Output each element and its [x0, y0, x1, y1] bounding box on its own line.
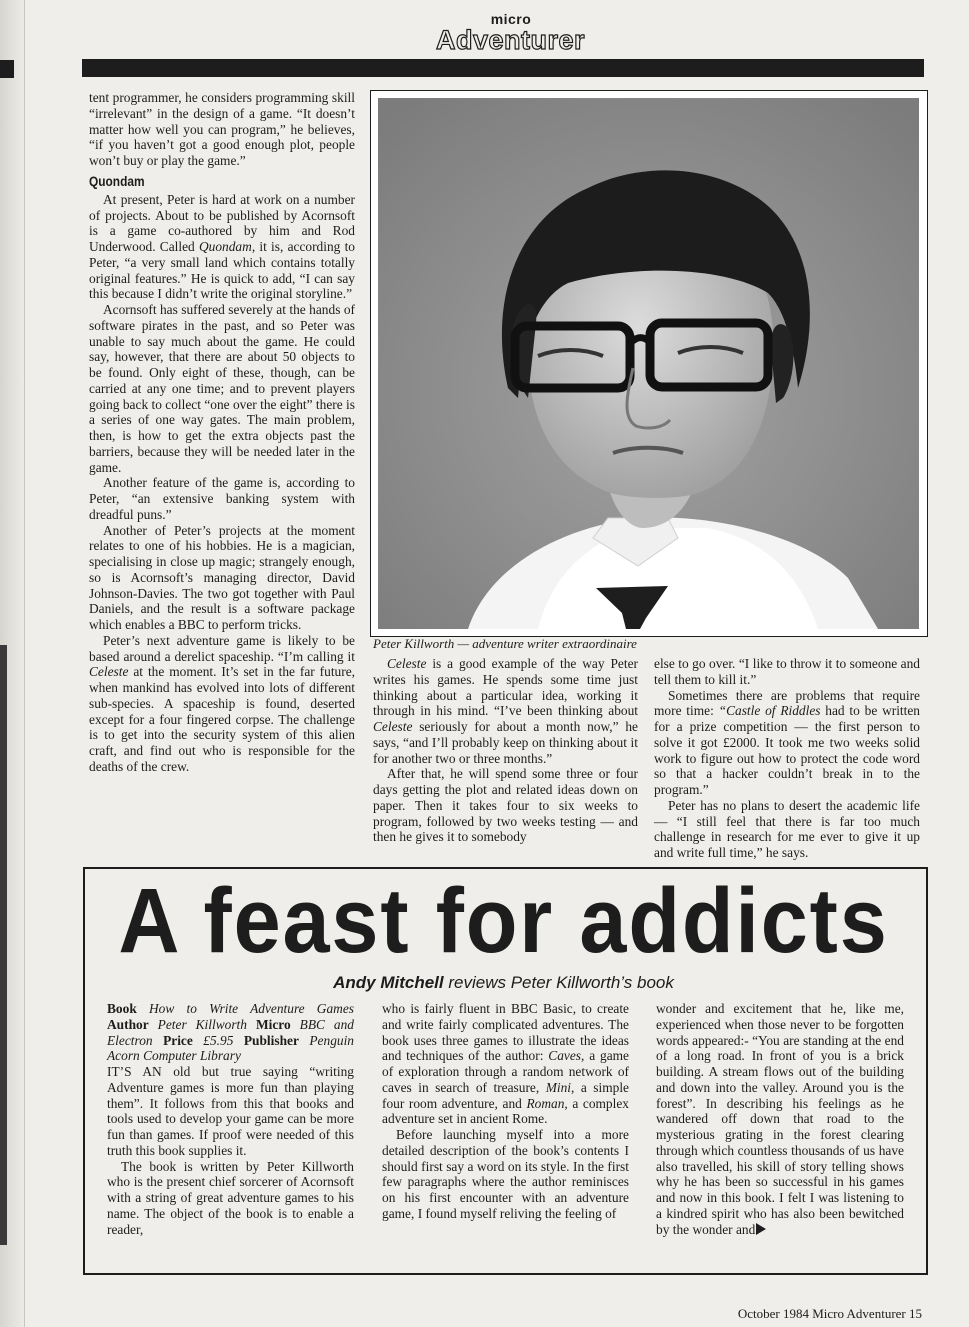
- review-paragraph-4: Before launching myself into a more detailed description of the book’s contents I should first say a word on its style. In the first few paragraphs where the author reminisces on his first encounter with an adventure game, I found myself reliving the feeling of: [382, 1127, 629, 1221]
- section-heading-quondam: Quondam: [89, 172, 145, 189]
- review-column-2: [382, 1001, 629, 1222]
- photo-caption: Peter Killworth — adventure writer extraordinaire: [373, 636, 637, 651]
- middle-column: [373, 656, 638, 845]
- logo-small-text: micro: [490, 11, 532, 27]
- magazine-logo: [436, 11, 586, 56]
- left-paragraph-6: Peter’s next adventure game is likely to be based around a derelict spaceship. “I’m calling it Celeste at the moment. It’s set in the far future, when mankind has evolved into lots of different sub-species. A spaceship is found, deserted except for a four fingered corpse. The challenge is to get into the security system of this alien craft, and find out who is responsible for the deaths of the crew.: [89, 632, 355, 774]
- continued-arrow-icon: [756, 1223, 766, 1235]
- header-rule-bar: [82, 59, 924, 77]
- edge-tab-mark: [0, 60, 14, 78]
- review-paragraph-5: wonder and excitement that he, like me, experienced when those never to be forgotten words appeared:- “You are standing at the end of a long road. In front of you is a brick building. A stream flows out of the building and down into the valley. Around you is the forest”. In describing his feelings as he wandered off down that road to the mysterious grating in the forest clearing through which countless thousands of us have also travelled, his skill of story telling shows why he has been so successful in his games and now in this book. I felt I was listening to a kindred spirit who has also been bewitched by the wonder and: [656, 1001, 904, 1237]
- right-paragraph-1: else to go over. “I like to throw it to someone and tell them to kill it.”: [654, 656, 920, 687]
- portrait-illustration: [378, 98, 919, 629]
- left-paragraph-2: At present, Peter is hard at work on a number of projects. About to be published by Acornsoft is a game co-authored by him and Rod Underwood. Called Quondam, it is, according to Peter, “a very small land which contains totally original features.” He is quick to add, “I can say this because I didn’t write the original storyline.”: [89, 191, 355, 302]
- page-footer: October 1984 Micro Adventurer 15: [737, 1306, 922, 1321]
- review-paragraph-2: The book is written by Peter Killworth who is the present chief sorcerer of Acornsoft with a string of great adventure games to his name. The object of the book is to enable a reader,: [107, 1158, 354, 1237]
- review-byline: Andy Mitchell reviews Peter Killworth’s book: [333, 973, 674, 992]
- left-paragraph-1: tent programmer, he considers programming skill “irrelevant” in the design of a game. “It doesn’t matter how well you can program,” he believes, “if you haven’t got a good enough plot, people won’t buy or play the game.”: [89, 90, 355, 168]
- book-info: Book How to Write Adventure Games Author Peter Killworth Micro BBC and Electron Price £5.95 Publisher Penguin Acorn Computer Library: [107, 1001, 355, 1064]
- right-paragraph-2: Sometimes there are problems that require more time: “Castle of Riddles had to be written for a prize competition — the first person to solve it got £2000. It took me two weeks solid work to figure out how to protect the code word so that a hacker couldn’t break in to the program.”: [654, 687, 921, 797]
- logo-big-text: Adventurer: [436, 25, 586, 55]
- portrait-photo: [378, 98, 919, 629]
- review-column-3: [656, 1001, 904, 1237]
- left-paragraph-4: Another feature of the game is, according to Peter, “an extensive banking system with dreadful puns.”: [89, 475, 355, 522]
- right-paragraph-3: Peter has no plans to desert the academic life — “I still feel that there is far too much challenge in research for me ever to give it up and write full time,” he says.: [654, 797, 920, 860]
- portrait-photo-frame: [370, 90, 928, 637]
- left-paragraph-5: Another of Peter’s projects at the moment relates to one of his hobbies. He is a magician, specialising in close up magic; strangely enough, so is Acornsoft’s managing director, David Johnson-Davies. The two got together with Paul Daniels, and the result is a software package which enables a BBC to perform tricks.: [89, 522, 355, 632]
- middle-paragraph-1: Celeste is a good example of the way Peter writes his games. He spends some time just thinking about a particular idea, working it through in his mind. “I’ve been thinking about Celeste seriously for about a month now,” he says, “and I’ll probably keep on thinking about it for another two or three months.”: [373, 656, 638, 766]
- review-paragraph-1: IT’S AN old but true saying “writing Adventure games is more fun than playing them”. It follows from this that books and tools used to develop your game can be more fun than games. If proof were needed of this truth this book supplies it.: [107, 1064, 354, 1158]
- middle-paragraph-2: After that, he will spend some three or four days getting the plot and related ideas down on paper. Then it takes four to six weeks to program, followed by two weeks testing — and then he gives it to somebody: [373, 766, 638, 845]
- edge-bar-mark: [0, 645, 7, 1245]
- right-column: [654, 656, 920, 861]
- review-paragraph-3: who is fairly fluent in BBC Basic, to create and write fairly complicated adventures. The book uses three games to illustrate the ideas and techniques of the author: Caves, a game of exploration through a random network of caves in search of treasure, Mini, a simple four room adventure, and Roman, a complex adventure set in ancient Rome.: [382, 1001, 629, 1127]
- review-headline: A feast for addicts: [118, 870, 889, 972]
- left-column: [89, 90, 355, 775]
- review-column-1: [107, 1001, 354, 1237]
- left-paragraph-3: Acornsoft has suffered severely at the hands of software pirates in the past, and so Peter was unable to say much about the game. He could say, however, that there are about 50 objects to be found. Only eight of these, though, can be carried at any one time; and to prevent players going back to collect “one over the eight” there is a series of one way gates. The main problem, then, is how to get the extra objects past the barriers, because they will be needed later in the game.: [89, 302, 355, 475]
